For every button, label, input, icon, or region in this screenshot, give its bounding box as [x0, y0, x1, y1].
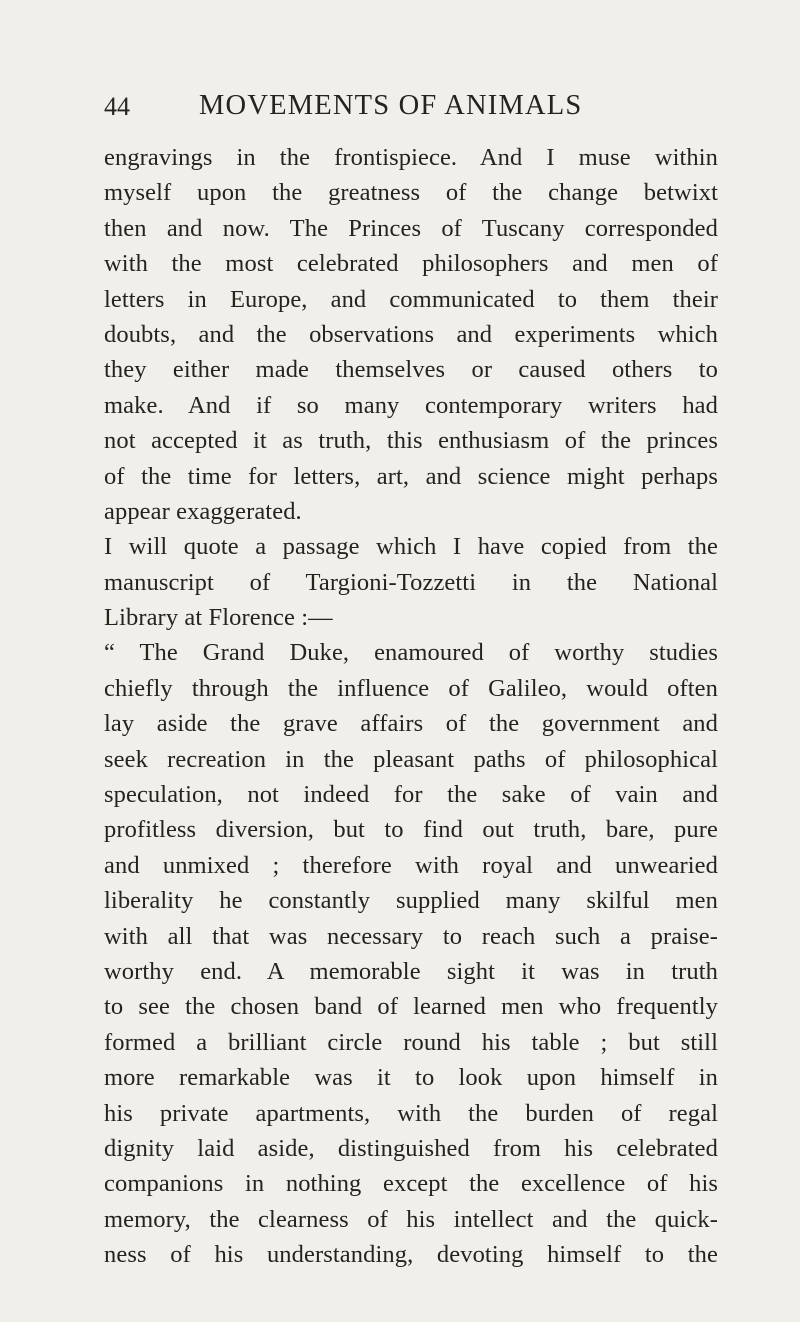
text-line: ness of his understanding, devoting himself to the: [104, 1241, 718, 1269]
text-line: “ The Grand Duke, enamoured of worthy studies: [104, 639, 718, 667]
text-line: then and now. The Princes of Tuscany corresponded: [104, 214, 718, 242]
text-line: to see the chosen band of learned men who frequently: [104, 993, 718, 1021]
body-text: [104, 140, 718, 1273]
page-header: [104, 86, 724, 126]
text-line: speculation, not indeed for the sake of vain and: [104, 781, 718, 809]
text-line: doubts, and the observations and experiments which: [104, 320, 718, 348]
page-number: 44: [104, 92, 130, 121]
text-line: myself upon the greatness of the change betwixt: [104, 179, 718, 207]
text-line: engravings in the frontispiece. And I muse within: [104, 144, 718, 171]
text-line: more remarkable was it to look upon himself in: [104, 1064, 718, 1092]
running-head: MOVEMENTS OF ANIMALS: [199, 90, 583, 121]
text-line: lay aside the grave affairs of the government and: [104, 710, 718, 738]
text-line: of the time for letters, art, and science might perhaps: [104, 462, 718, 490]
text-line: manuscript of Targioni-Tozzetti in the National: [104, 568, 718, 596]
text-line: liberality he constantly supplied many skilful men: [104, 887, 718, 915]
text-line: not accepted it as truth, this enthusiasm of the princes: [104, 427, 718, 455]
text-line: his private apartments, with the burden of regal: [104, 1099, 718, 1127]
text-line: worthy end. A memorable sight it was in truth: [104, 957, 718, 985]
text-line: make. And if so many contemporary writers had: [104, 391, 718, 419]
text-line: seek recreation in the pleasant paths of philosophical: [104, 745, 718, 773]
text-line: chiefly through the influence of Galileo, would often: [104, 674, 718, 702]
text-line: profitless diversion, but to find out truth, bare, pure: [104, 816, 718, 844]
text-line: and unmixed ; therefore with royal and unwearied: [104, 851, 718, 879]
text-line: dignity laid aside, distinguished from his celebrated: [104, 1134, 718, 1162]
text-line: companions in nothing except the excellence of his: [104, 1170, 718, 1198]
text-line-paragraph-end: Library at Florence :—: [104, 604, 333, 632]
text-line: formed a brilliant circle round his table ; but still: [104, 1028, 718, 1056]
text-line: letters in Europe, and communicated to them their: [104, 285, 718, 313]
text-line: they either made themselves or caused others to: [104, 356, 718, 384]
text-line: memory, the clearness of his intellect and the quick-: [104, 1205, 718, 1233]
text-line-paragraph-end: appear exaggerated.: [104, 497, 302, 525]
text-line: I will quote a passage which I have copied from the: [104, 533, 718, 561]
text-line: with the most celebrated philosophers and men of: [104, 250, 718, 278]
text-line: with all that was necessary to reach such a praise-: [104, 922, 718, 950]
